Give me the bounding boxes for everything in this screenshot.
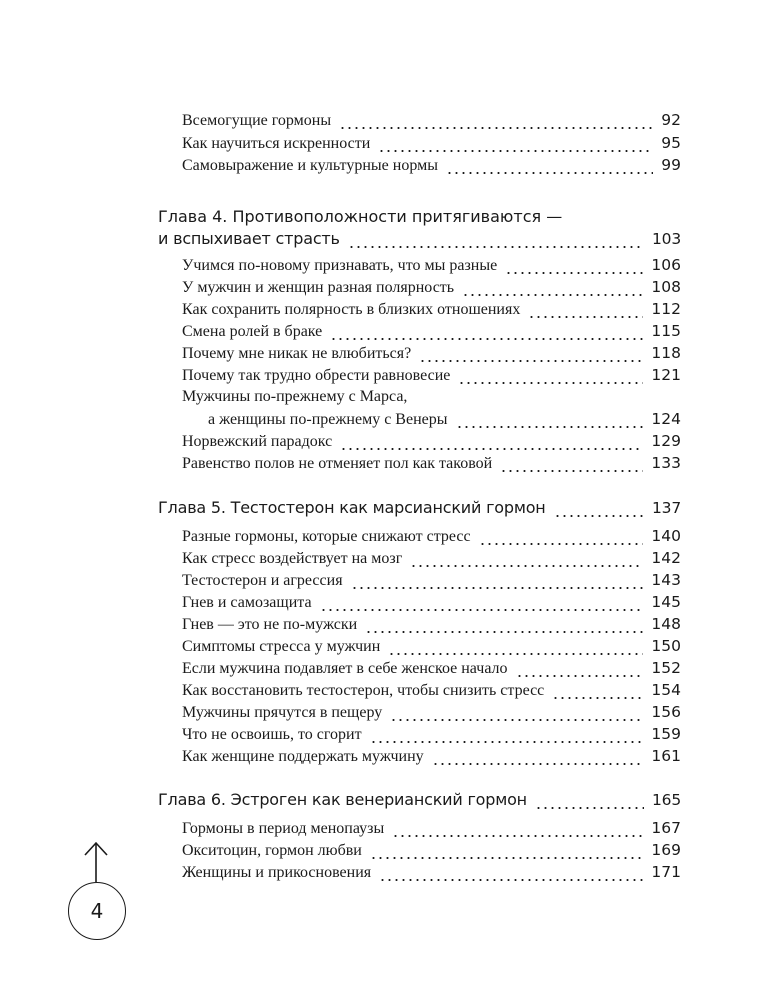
dot-leader bbox=[432, 760, 644, 768]
toc-entry[interactable] bbox=[182, 634, 681, 658]
toc-entry-title: Норвежский парадокс bbox=[182, 433, 333, 450]
toc-entry-page: 106 bbox=[651, 256, 681, 274]
toc-entry[interactable] bbox=[182, 590, 681, 614]
toc-entry-page: 145 bbox=[651, 593, 681, 611]
dot-leader bbox=[535, 804, 644, 812]
toc-entry-title: Гнев и самозащита bbox=[182, 594, 312, 611]
toc-entry-page: 167 bbox=[651, 819, 681, 837]
toc-entry-title: Тестостерон и агрессия bbox=[182, 572, 343, 589]
toc-entry-title: Как стресс воздействует на мозг bbox=[182, 550, 403, 567]
toc-entry-title: Симптомы стресса у мужчин bbox=[182, 638, 381, 655]
toc-entry[interactable] bbox=[182, 451, 681, 475]
toc-entry-page: 92 bbox=[661, 111, 681, 129]
toc-entry-line1[interactable] bbox=[182, 385, 681, 409]
toc-entry[interactable] bbox=[182, 838, 681, 862]
toc-entry-page: 129 bbox=[651, 432, 681, 450]
toc-entry-title: Гормоны в период менопаузы bbox=[182, 820, 385, 837]
toc-entry-title: Всемогущие гормоны bbox=[182, 112, 332, 129]
toc-entry[interactable] bbox=[182, 860, 681, 884]
toc-entry-page: 154 bbox=[651, 681, 681, 699]
toc-entry-title: Что не освоишь, то сгорит bbox=[182, 726, 362, 743]
toc-entry-page: 171 bbox=[651, 863, 681, 881]
toc-entry-title: Гнев — это не по-мужски bbox=[182, 616, 358, 633]
page-folio bbox=[58, 838, 138, 948]
toc-entry-page: 112 bbox=[651, 300, 681, 318]
chapter-4-heading[interactable] bbox=[158, 227, 681, 251]
dot-leader bbox=[554, 512, 644, 520]
toc-entry-page: 115 bbox=[651, 322, 681, 340]
toc-entry[interactable] bbox=[182, 612, 681, 636]
toc-entry-title: Мужчины по-прежнему с Марса, bbox=[182, 388, 408, 405]
toc-entry-page: 118 bbox=[651, 344, 681, 362]
dot-leader bbox=[446, 169, 653, 177]
toc-entry-page: 140 bbox=[651, 527, 681, 545]
toc-entry-title: Как женщине поддержать мужчину bbox=[182, 748, 424, 765]
dot-leader bbox=[500, 467, 643, 475]
toc-entry[interactable] bbox=[182, 108, 681, 132]
toc-entry-page: 148 bbox=[651, 615, 681, 633]
toc-entry-title: Почему так трудно обрести равновесие bbox=[182, 367, 451, 384]
dot-leader bbox=[379, 876, 643, 884]
toc-entry-page: 159 bbox=[651, 725, 681, 743]
toc-entry-page: 161 bbox=[651, 747, 681, 765]
toc-entry-page: 133 bbox=[651, 454, 681, 472]
toc-entry-title: Как сохранить полярность в близких отношениях bbox=[182, 301, 521, 318]
chapter-4-title-line1[interactable]: Глава 4. Противоположности притягиваются — bbox=[158, 207, 563, 226]
toc-entry-page: 150 bbox=[651, 637, 681, 655]
page-number-circle bbox=[68, 882, 126, 940]
toc-entry-title: Смена ролей в браке bbox=[182, 323, 323, 340]
toc-entry-page: 121 bbox=[651, 366, 681, 384]
toc-entry-title: Равенство полов не отменяет пол как таковой bbox=[182, 455, 493, 472]
toc-entry-page: 124 bbox=[651, 410, 681, 428]
toc-entry[interactable] bbox=[182, 153, 681, 177]
toc-entry[interactable] bbox=[182, 722, 681, 746]
chapter-title: Глава 6. Эстроген как венерианский гормон bbox=[158, 790, 527, 809]
toc-entry-page: 156 bbox=[651, 703, 681, 721]
chapter-title: Глава 5. Тестостерон как марсианский гормон bbox=[158, 498, 546, 517]
toc-entry[interactable] bbox=[182, 568, 681, 592]
toc-entry-title: а женщины по-прежнему с Венеры bbox=[208, 411, 448, 428]
toc-entry[interactable] bbox=[182, 297, 681, 321]
dot-leader bbox=[348, 243, 644, 251]
toc-entry[interactable] bbox=[182, 275, 681, 299]
toc-entry[interactable] bbox=[182, 429, 681, 453]
toc-entry-title: У мужчин и женщин разная полярность bbox=[182, 279, 455, 296]
toc-entry[interactable] bbox=[182, 700, 681, 724]
chapter-page: 165 bbox=[652, 791, 681, 809]
toc-entry-title: Самовыражение и культурные нормы bbox=[182, 157, 438, 174]
toc-entry-page: 143 bbox=[651, 571, 681, 589]
toc-entry[interactable] bbox=[182, 816, 681, 840]
toc-entry-title: Почему мне никак не влюбиться? bbox=[182, 345, 412, 362]
chapter-title: и вспыхивает страсть bbox=[158, 229, 340, 248]
toc-entry-title: Как восстановить тестостерон, чтобы снизить стресс bbox=[182, 682, 545, 699]
toc-entry[interactable] bbox=[182, 744, 681, 768]
toc-entry[interactable] bbox=[182, 341, 681, 365]
toc-entry-page: 142 bbox=[651, 549, 681, 567]
toc-entry[interactable] bbox=[182, 253, 681, 277]
toc-entry-page: 152 bbox=[651, 659, 681, 677]
toc-entry-page: 169 bbox=[651, 841, 681, 859]
toc-entry-title: Учимся по-новому признавать, что мы разные bbox=[182, 257, 498, 274]
toc-entry[interactable] bbox=[182, 363, 681, 387]
toc-entry-title: Мужчины прячутся в пещеру bbox=[182, 704, 383, 721]
toc-entry[interactable] bbox=[182, 678, 681, 702]
toc-entry-title: Разные гормоны, которые снижают стресс bbox=[182, 528, 471, 545]
chapter-5-heading[interactable] bbox=[158, 496, 681, 520]
toc-entry[interactable] bbox=[182, 524, 681, 548]
toc-entry-title: Если мужчина подавляет в себе женское начало bbox=[182, 660, 508, 677]
chapter-page: 103 bbox=[652, 230, 681, 248]
toc-entry[interactable] bbox=[182, 656, 681, 680]
toc-entry[interactable] bbox=[182, 131, 681, 155]
page-number: 4 bbox=[90, 899, 104, 923]
toc-entry-page: 99 bbox=[661, 156, 681, 174]
toc-entry-title: Окситоцин, гормон любви bbox=[182, 842, 362, 859]
toc-entry[interactable] bbox=[182, 319, 681, 343]
chapter-page: 137 bbox=[652, 499, 681, 517]
mars-symbol-icon bbox=[58, 838, 138, 888]
toc-entry-title: Женщины и прикосновения bbox=[182, 864, 372, 881]
toc-entry-page: 108 bbox=[651, 278, 681, 296]
chapter-6-heading[interactable] bbox=[158, 788, 681, 812]
toc-entry-title: Как научиться искренности bbox=[182, 135, 371, 152]
toc-entry[interactable] bbox=[208, 407, 681, 431]
toc-entry[interactable] bbox=[182, 546, 681, 570]
toc-entry-page: 95 bbox=[661, 134, 681, 152]
